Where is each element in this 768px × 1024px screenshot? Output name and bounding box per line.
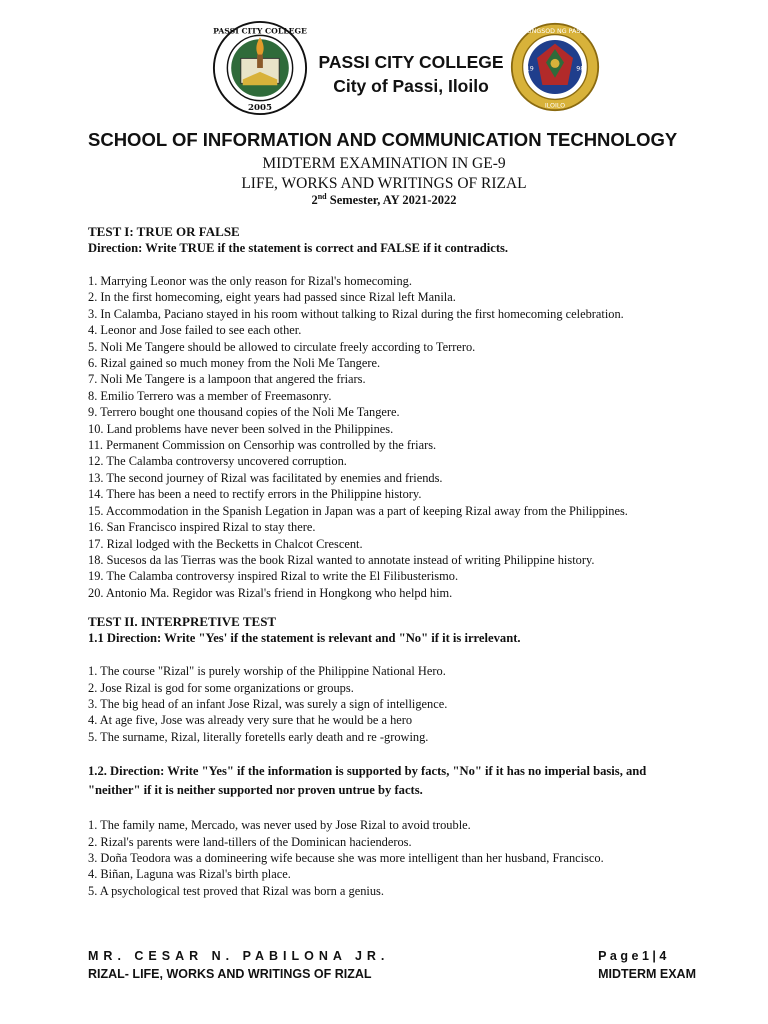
list-item: 2. Jose Rizal is god for some organizations or groups. [88,680,354,695]
list-item: 14. There has been a need to rectify errors in the Philippine history. [88,487,422,502]
college-header [318,50,504,98]
list-item: 7. Noli Me Tangere is a lampoon that angered the friars. [88,372,366,387]
test1-direction: Direction: Write TRUE if the statement is correct and FALSE if it contradicts. [88,241,509,255]
list-item: 20. Antonio Ma. Regidor was Rizal's friend in Hongkong who helpd him. [88,585,453,600]
list-item: 4. At age five, Jose was already very sure that he would be a hero [88,713,413,728]
list-item: 9. Terrero bought one thousand copies of the Noli Me Tangere. [88,405,400,420]
list-item: 3. Doña Teodora was a domineering wife because she was more intelligent than her husband, Francisco. [88,850,604,865]
exam-subject: LIFE, WORKS AND WRITINGS OF RIZAL [241,175,527,192]
semester-suffix: nd [317,192,327,201]
list-item: 8. Emilio Terrero was a member of Freemasonry. [88,388,332,403]
semester-line [0,192,768,208]
list-item: 16. San Francisco inspired Rizal to stay there. [88,520,316,535]
list-item: 18. Sucesos da las Tierras was the book Rizal wanted to annotate instead of writing Philippine history. [88,552,595,567]
svg-text:2005: 2005 [247,103,273,114]
passi-city-college-seal-icon [212,20,308,116]
list-item: 15. Accommodation in the Spanish Legation in Japan was a part of keeping Rizal away from the Philippines. [88,503,628,518]
svg-text:ILOILO: ILOILO [544,102,566,110]
list-item: 4. Biñan, Laguna was Rizal's birth place. [88,867,291,882]
list-item: 11. Permanent Commission on Censorhip was controlled by the friars. [88,438,437,453]
test2-part2-items [88,817,728,899]
footer-page-number: Page1|4 [598,949,670,963]
footer-exam-label: MIDTERM EXAM [598,967,696,981]
list-item: 10. Land problems have never been solved in the Philippines. [88,421,394,436]
list-item: 2. In the first homecoming, eight years had passed since Rizal left Manila. [88,290,456,305]
list-item: 5. The surname, Rizal, literally foretells early death and re -growing. [88,729,429,744]
semester-rest: Semester, AY 2021-2022 [326,193,457,208]
test1-items [88,273,728,601]
list-item: 19. The Calamba controversy inspired Rizal to write the El Filibusterismo. [88,569,459,584]
footer-author: MR. CESAR N. PABILONA JR. [88,949,390,963]
list-item: 3. The big head of an infant Jose Rizal, was surely a sign of intelligence. [88,696,448,711]
svg-text:LUNGSOD NG PASSI: LUNGSOD NG PASSI [523,27,587,35]
list-item: 3. In Calamba, Paciano stayed in his room without talking to Rizal during the first homecoming celebration. [88,306,624,321]
list-item: 4. Leonor and Jose failed to see each other. [88,323,302,338]
list-item: 1. Marrying Leonor was the only reason for Rizal's homecoming. [88,274,412,288]
list-item: 1. The family name, Mercado, was never used by Jose Rizal to avoid trouble. [88,818,471,833]
exam-title: MIDTERM EXAMINATION IN GE-9 [262,155,506,172]
test2-part1-direction: 1.1 Direction: Write "Yes' if the statement is relevant and "No" if it is irrelevant. [88,631,521,646]
list-item: 1. The course "Rizal" is purely worship of the Philippine National Hero. [88,664,446,679]
footer-right [598,947,696,983]
svg-text:PASSI CITY COLLEGE: PASSI CITY COLLEGE [213,26,307,36]
test2-part1-items [88,663,728,745]
test2-part2-direction-line2: "neither" if it is neither supported nor proven untrue by facts. [88,783,423,798]
test2-title: TEST II. INTERPRETIVE TEST [88,614,277,630]
list-item: 17. Rizal lodged with the Becketts in Chalcot Crescent. [88,536,363,551]
test1-title: TEST I: TRUE OR FALSE [88,224,240,239]
exam-body [88,224,728,899]
semester-number: 2 [311,193,318,208]
svg-text:19: 19 [525,65,534,73]
footer-course: RIZAL- LIFE, WORKS AND WRITINGS OF RIZAL [88,967,372,981]
city-of-passi-seal-icon [510,22,600,112]
college-name: PASSI CITY COLLEGE [318,52,504,72]
test2-part2-direction-line1: 1.2. Direction: Write "Yes" if the information is supported by facts, "No" if it has no imperial basis, and [88,764,647,779]
list-item: 5. A psychological test proved that Rizal was born a genius. [88,883,384,898]
school-name: SCHOOL OF INFORMATION AND COMMUNICATION TECHNOLOGY [88,129,678,150]
list-item: 13. The second journey of Rizal was facilitated by enemies and friends. [88,470,443,485]
list-item: 2. Rizal's parents were land-tillers of the Dominican hacienderos. [88,834,412,849]
college-location: City of Passi, Iloilo [333,76,489,96]
list-item: 12. The Calamba controversy uncovered corruption. [88,454,347,469]
list-item: 6. Rizal gained so much money from the Noli Me Tangere. [88,356,381,371]
list-item: 5. Noli Me Tangere should be allowed to circulate freely according to Terrero. [88,339,476,354]
page-footer [88,947,696,983]
svg-text:98: 98 [576,65,585,73]
